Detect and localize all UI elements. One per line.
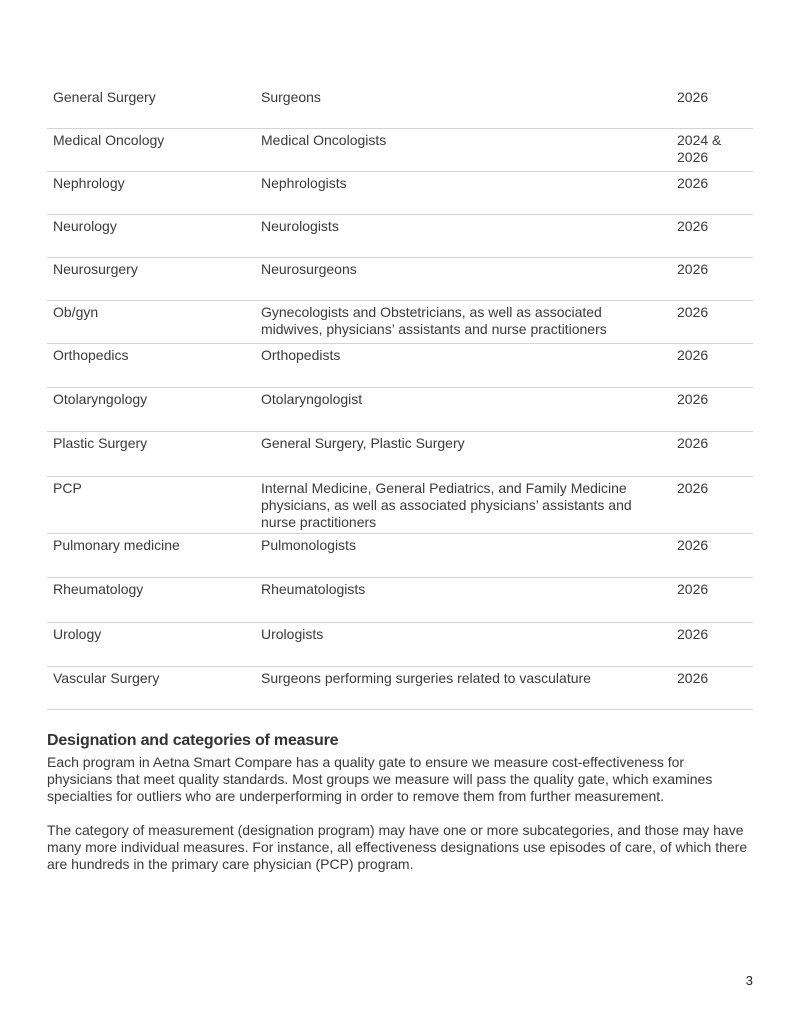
- year-cell: 2026: [677, 304, 709, 320]
- table-row: [47, 301, 753, 344]
- specialty-cell: Nephrology: [53, 175, 125, 191]
- year-cell: 2024 & 2026: [677, 132, 722, 165]
- specialty-cell: Medical Oncology: [53, 132, 165, 148]
- year-cell: 2026: [677, 435, 709, 451]
- providers-cell: Neurosurgeons: [261, 261, 357, 277]
- table-row: [47, 534, 753, 578]
- providers-cell: Medical Oncologists: [261, 132, 387, 148]
- table-row: [47, 86, 753, 129]
- specialty-cell: Urology: [53, 626, 102, 642]
- table-row: [47, 129, 753, 172]
- section-heading: Designation and categories of measure: [47, 732, 339, 749]
- specialty-cell: Ob/gyn: [53, 304, 99, 320]
- year-cell: 2026: [677, 537, 709, 553]
- section-paragraph: Each program in Aetna Smart Compare has a quality gate to ensure we measure cost-effectiveness for physicians that meet quality standards. Most groups we measure will pass the quality gate, which examines specialties for outliers who are underperforming in order to remove them from further measurement.: [47, 754, 713, 804]
- providers-cell: Otolaryngologist: [261, 391, 363, 407]
- table-row: [47, 667, 753, 710]
- page-number: 3: [745, 973, 753, 988]
- providers-cell: Surgeons performing surgeries related to vasculature: [261, 670, 591, 686]
- table-row: [47, 344, 753, 388]
- specialty-cell: Plastic Surgery: [53, 435, 148, 451]
- section-paragraph: The category of measurement (designation program) may have one or more subcategories, and those may have many more individual measures. For instance, all effectiveness designations use episodes of care, of which there are hundreds in the primary care physician (PCP) program.: [47, 822, 748, 872]
- year-cell: 2026: [677, 480, 709, 496]
- providers-cell: Nephrologists: [261, 175, 347, 191]
- table-row: [47, 258, 753, 301]
- year-cell: 2026: [677, 89, 709, 105]
- providers-cell: Internal Medicine, General Pediatrics, and Family Medicine physicians, as well as associated physicians’ assistants and nurse practitioners: [261, 480, 632, 530]
- providers-cell: Rheumatologists: [261, 581, 366, 597]
- year-cell: 2026: [677, 261, 709, 277]
- specialty-cell: Orthopedics: [53, 347, 129, 363]
- providers-cell: Neurologists: [261, 218, 339, 234]
- table-row: [47, 388, 753, 432]
- specialty-cell: Vascular Surgery: [53, 670, 160, 686]
- year-cell: 2026: [677, 670, 709, 686]
- table-row: [47, 432, 753, 477]
- providers-cell: General Surgery, Plastic Surgery: [261, 435, 465, 451]
- year-cell: 2026: [677, 581, 709, 597]
- specialty-cell: Rheumatology: [53, 581, 144, 597]
- year-cell: 2026: [677, 175, 709, 191]
- specialty-cell: Neurology: [53, 218, 117, 234]
- providers-cell: Gynecologists and Obstetricians, as well as associated midwives, physicians’ assistants and nurse practitioners: [261, 304, 607, 337]
- specialty-cell: Pulmonary medicine: [53, 537, 180, 553]
- table-row: [47, 578, 753, 623]
- providers-cell: Pulmonologists: [261, 537, 356, 553]
- specialty-cell: Otolaryngology: [53, 391, 148, 407]
- year-cell: 2026: [677, 626, 709, 642]
- providers-cell: Orthopedists: [261, 347, 341, 363]
- providers-cell: Surgeons: [261, 89, 321, 105]
- specialty-table: [47, 86, 753, 710]
- specialty-cell: Neurosurgery: [53, 261, 138, 277]
- year-cell: 2026: [677, 218, 709, 234]
- providers-cell: Urologists: [261, 626, 324, 642]
- year-cell: 2026: [677, 391, 709, 407]
- designation-section: [47, 731, 753, 873]
- table-row: [47, 623, 753, 667]
- table-row: [47, 172, 753, 215]
- year-cell: 2026: [677, 347, 709, 363]
- table-row: [47, 477, 753, 534]
- specialty-cell: General Surgery: [53, 89, 156, 105]
- table-row: [47, 215, 753, 258]
- specialty-cell: PCP: [53, 480, 82, 496]
